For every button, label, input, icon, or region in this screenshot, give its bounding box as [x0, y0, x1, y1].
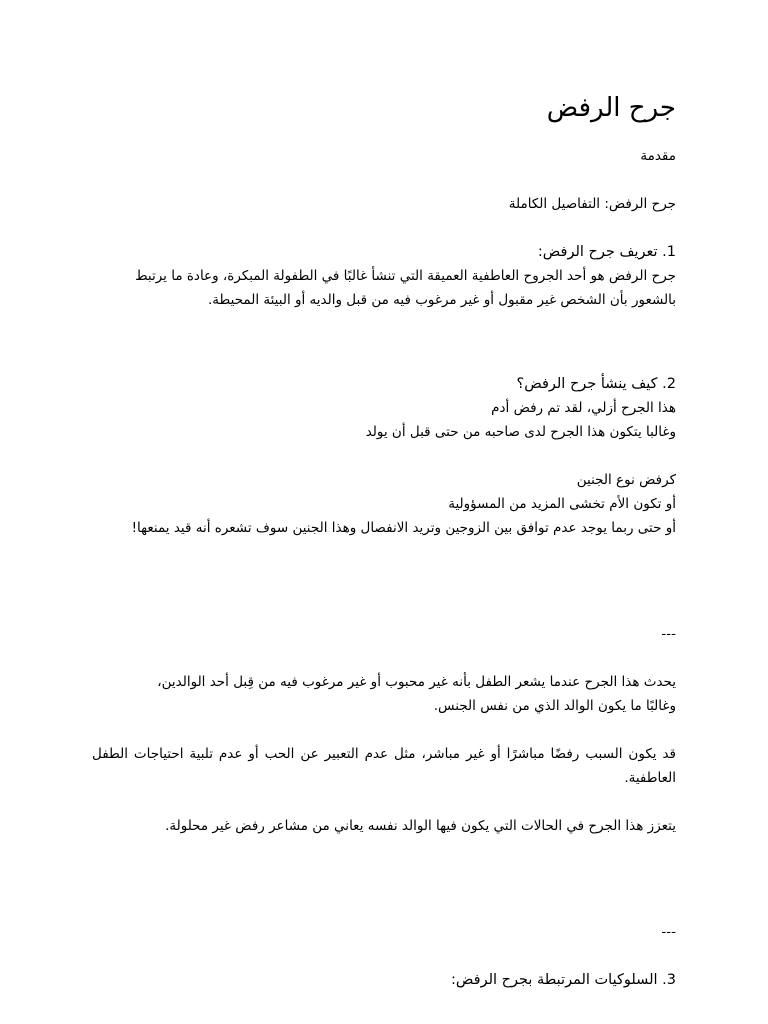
section1-body-line2: بالشعور بأن الشخص غير مقبول أو غير مرغوب فيه من قبل والديه أو البيئة المحيطة. — [208, 292, 676, 308]
document-subtitle: جرح الرفض: التفاصيل الكاملة — [508, 196, 676, 212]
section3-heading: 3. السلوكيات المرتبطة بجرح الرفض: — [451, 972, 676, 988]
section2-line3: كرفض نوع الجنين — [576, 472, 676, 488]
intro-heading: مقدمة — [640, 148, 676, 164]
section2-line2: وغالبا يتكون هذا الجرح لدى صاحبه من حتى قبل أن يولد — [365, 424, 676, 440]
paragraph3: يتعزز هذا الجرح في الحالات التي يكون فيها الوالد نفسه يعاني من مشاعر رفض غير محلولة. — [165, 818, 676, 834]
document-title: جرح الرفض — [546, 93, 676, 123]
document-body — [92, 88, 676, 992]
separator-1: --- — [661, 626, 676, 642]
separator-2: --- — [661, 924, 676, 940]
paragraph1-line2: وغالبًا ما يكون الوالد الذي من نفس الجنس. — [433, 698, 676, 714]
section2-line1: هذا الجرح أزلي، لقد تم رفض أدم — [491, 400, 676, 416]
section2-heading: 2. كيف ينشأ جرح الرفض؟ — [516, 376, 676, 392]
section1-heading: 1. تعريف جرح الرفض: — [537, 244, 676, 260]
section2-line5: أو حتى ربما يوجد عدم توافق بين الزوجين وتريد الانفصال وهذا الجنين سوف تشعره أنه قيد يمنعها! — [131, 520, 676, 536]
section2-line4: أو تكون الأم تخشى المزيد من المسؤولية — [448, 496, 676, 512]
paragraph1-line1: يحدث هذا الجرح عندما يشعر الطفل بأنه غير محبوب أو غير مرغوب فيه من قِبل أحد الوالدين، — [157, 674, 676, 690]
paragraph2: قد يكون السبب رفضًا مباشرًا أو غير مباشر، مثل عدم التعبير عن الحب أو عدم تلبية احتياجات الطفل العاطفية. — [92, 746, 676, 786]
section1-body-line1: جرح الرفض هو أحد الجروح العاطفية العميقة التي تنشأ غالبًا في الطفولة المبكرة، وعادة ما يرتبط — [135, 268, 676, 284]
